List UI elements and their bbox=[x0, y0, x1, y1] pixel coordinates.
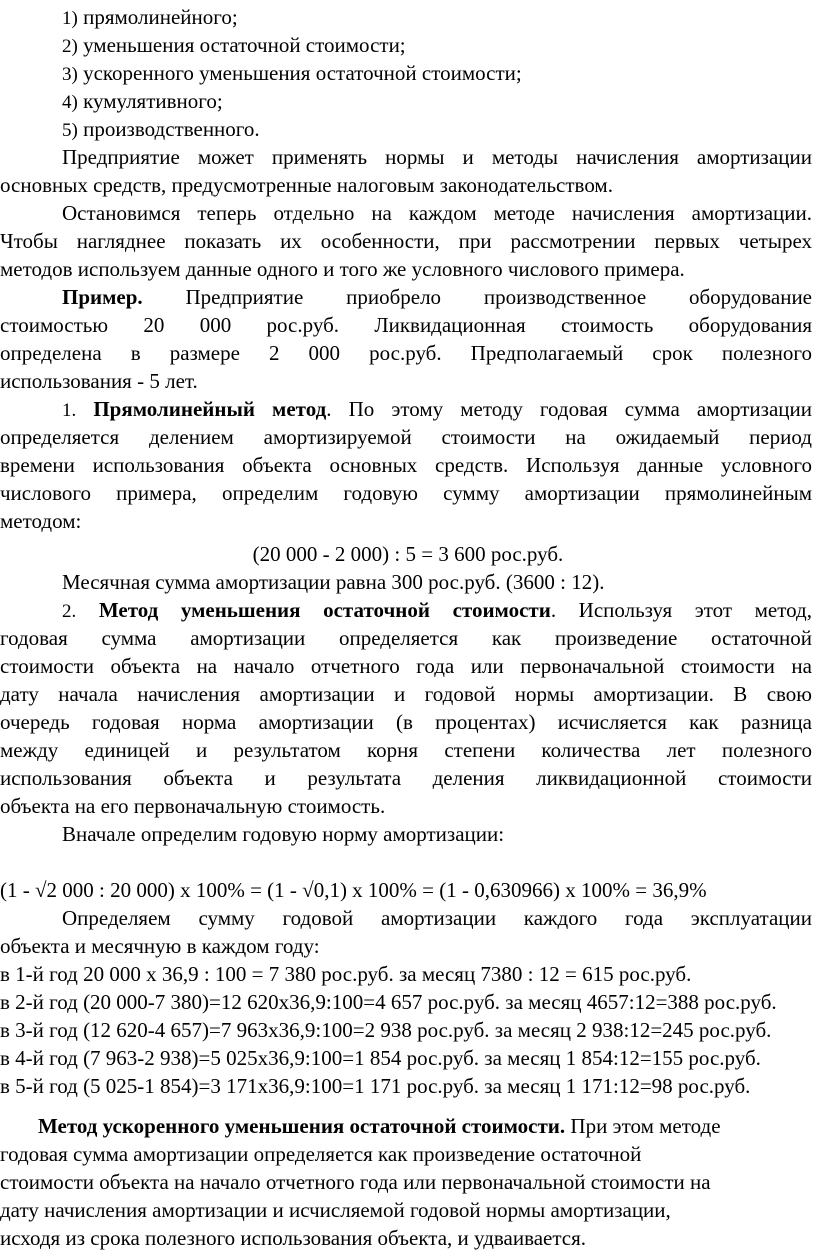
method-title: Прямолинейный метод bbox=[93, 397, 327, 421]
paragraph-line: исходя из срока полезного использования объекта, и удваивается. bbox=[0, 1226, 587, 1250]
paragraph-line: использования объекта и результата деления ликвидационной стоимости bbox=[0, 766, 812, 790]
paragraph-line: числового примера, определим годовую сумму амортизации прямолинейным bbox=[0, 481, 812, 505]
list-number: 4) bbox=[62, 92, 78, 113]
paragraph-line: методов используем данные одного и того же условного числового примера. bbox=[0, 257, 685, 281]
method-title: Метод уменьшения остаточной стоимости bbox=[98, 598, 551, 622]
paragraph-line: стоимости объекта на начало отчетного года или первоначальной стоимости на bbox=[0, 1170, 711, 1194]
method-heading-line bbox=[62, 596, 812, 626]
year-calc-line: в 5-й год (5 025-1 854)=3 171х36,9:100=1 171 рос.руб. за месяц 1 171:12=98 рос.руб. bbox=[0, 1074, 751, 1098]
paragraph-line: Определяем сумму годовой амортизации каждого года эксплуатации bbox=[62, 906, 812, 930]
method-heading-line bbox=[62, 395, 812, 425]
paragraph-line: дату начала начисления амортизации и годовой нормы амортизации. В свою bbox=[0, 682, 812, 706]
method-text: . По этому методу годовая сумма амортизации bbox=[326, 397, 812, 421]
method-heading-line bbox=[38, 1112, 816, 1141]
paragraph-line: Чтобы нагляднее показать их особенности, при рассмотрении первых четырех bbox=[0, 229, 812, 253]
example-label: Пример. bbox=[62, 285, 143, 309]
method-text: . Используя этот метод, bbox=[550, 598, 812, 622]
paragraph-line: определяется делением амортизируемой стоимости на ожидаемый период bbox=[0, 425, 812, 449]
paragraph-line: очередь годовая норма амортизации (в процентах) исчисляется как разница bbox=[0, 710, 812, 734]
example-text: Предприятие приобрело производственное оборудование bbox=[185, 285, 812, 309]
list-text: ускоренного уменьшения остаточной стоимости; bbox=[83, 61, 522, 85]
paragraph-line: годовая сумма амортизации определяется как произведение остаточной bbox=[0, 1142, 642, 1166]
example-line bbox=[62, 283, 812, 312]
paragraph-line: стоимости объекта на начало отчетного года или первоначальной стоимости на bbox=[0, 654, 812, 678]
method-number: 2. bbox=[62, 601, 77, 622]
list-number: 2) bbox=[62, 36, 78, 57]
paragraph-line: объекта и месячную в каждом году: bbox=[0, 934, 320, 958]
formula: (20 000 - 2 000) : 5 = 3 600 рос.руб. bbox=[252, 542, 564, 566]
list-number: 3) bbox=[62, 64, 78, 85]
paragraph-line: объекта на его первоначальную стоимость. bbox=[0, 794, 386, 818]
formula: (1 - √2 000 : 20 000) х 100% = (1 - √0,1) х 100% = (1 - 0,630966) х 100% = 36,9% bbox=[0, 878, 707, 902]
year-calc-line: в 4-й год (7 963-2 938)=5 025х36,9:100=1 854 рос.руб. за месяц 1 854:12=155 рос.руб. bbox=[0, 1046, 761, 1070]
paragraph-line: стоимостью 20 000 рос.руб. Ликвидационная стоимость оборудования bbox=[0, 313, 812, 337]
list-number: 5) bbox=[62, 120, 78, 141]
paragraph-line: методом: bbox=[0, 509, 82, 533]
list-text: уменьшения остаточной стоимости; bbox=[83, 33, 406, 57]
paragraph-line: между единицей и результатом корня степени количества лет полезного bbox=[0, 738, 812, 762]
list-text: прямолинейного; bbox=[83, 5, 238, 29]
year-calc-line: в 1-й год 20 000 х 36,9 : 100 = 7 380 рос.руб. за месяц 7380 : 12 = 615 рос.руб. bbox=[0, 962, 692, 986]
paragraph-line: определена в размере 2 000 рос.руб. Предполагаемый срок полезного bbox=[0, 341, 812, 365]
list-item bbox=[62, 59, 816, 89]
paragraph-line: основных средств, предусмотренные налоговым законодательством. bbox=[0, 173, 613, 197]
list-text: кумулятивного; bbox=[83, 89, 223, 113]
paragraph-line: Предприятие может применять нормы и методы начисления амортизации bbox=[62, 145, 812, 169]
year-calc-line: в 3-й год (12 620-4 657)=7 963х36,9:100=2 938 рос.руб. за месяц 2 938:12=245 рос.руб. bbox=[0, 1018, 772, 1042]
paragraph-line: дату начисления амортизации и исчисляемой годовой нормы амортизации, bbox=[0, 1198, 671, 1222]
paragraph-line: годовая сумма амортизации определяется как произведение остаточной bbox=[0, 626, 812, 650]
list-item bbox=[62, 31, 816, 61]
list-item bbox=[62, 3, 816, 33]
paragraph-line: времени использования объекта основных средств. Используя данные условного bbox=[0, 453, 812, 477]
paragraph-line: Вначале определим годовую норму амортизации: bbox=[62, 822, 505, 846]
method-number: 1. bbox=[62, 400, 77, 421]
list-item bbox=[62, 87, 816, 117]
paragraph-line: Остановимся теперь отдельно на каждом методе начисления амортизации. bbox=[62, 201, 812, 225]
paragraph-line: использования - 5 лет. bbox=[0, 369, 198, 393]
list-number: 1) bbox=[62, 8, 78, 29]
year-calc-line: в 2-й год (20 000-7 380)=12 620х36,9:100=4 657 рос.руб. за месяц 4657:12=388 рос.руб. bbox=[0, 990, 777, 1014]
method-title: Метод ускоренного уменьшения остаточной стоимости. bbox=[38, 1114, 566, 1138]
paragraph-line: Месячная сумма амортизации равна 300 рос.руб. (3600 : 12). bbox=[62, 570, 605, 594]
list-item bbox=[62, 115, 816, 145]
list-text: производственного. bbox=[83, 117, 260, 141]
method-text: При этом методе bbox=[565, 1114, 721, 1138]
